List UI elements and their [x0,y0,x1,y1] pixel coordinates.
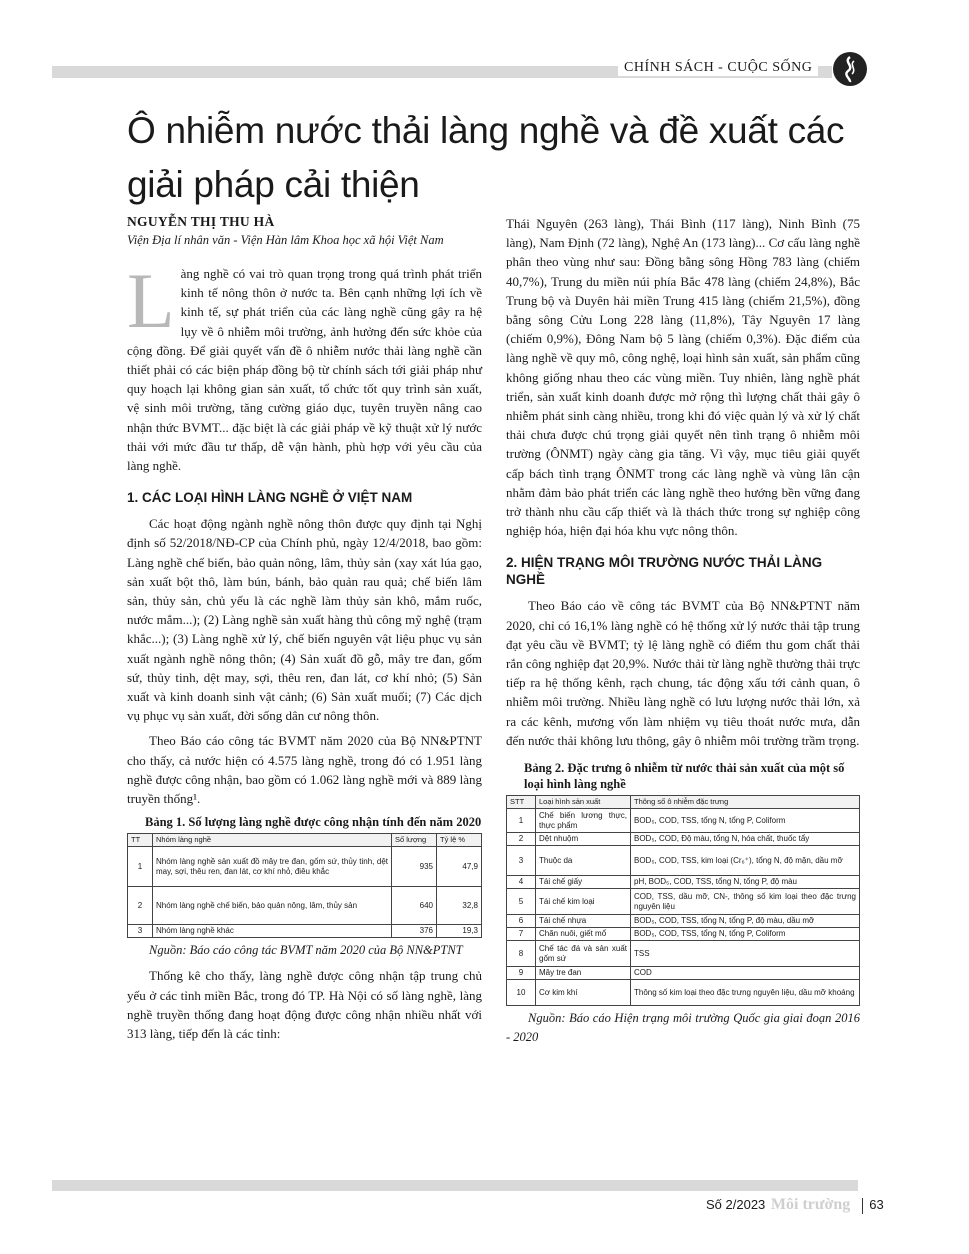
table-cell: Dệt nhuộm [536,833,631,846]
table-header-cell: TT [128,834,153,847]
table-2-header-row [507,796,860,809]
issue-number: Số 2/2023 [706,1197,766,1212]
table-cell: pH, BOD₅, COD, TSS, tổng N, tổng P, độ màu [631,876,860,889]
table-row [507,967,860,980]
table-cell: 19,3 [437,925,482,938]
table-row [507,889,860,915]
abstract-text: àng nghề có vai trò quan trọng trong quá trình phát triển kinh tế nông thôn ở nước ta. Bên cạnh những lợi ích về kinh tế, sự phát triển của các làng nghề cũng gây ra hệ lụy về ô nhiễm môi trường, ảnh hưởng đến sức khỏe của cộng đồng. Để giải quyết vấn đề ô nhiễm nước thải làng nghề cần thiết phải có các biện pháp đồng bộ từ chính sách tới giải pháp như quy hoạch lại không gian sản xuất, tổ chức tốt quy trình sản xuất, vệ sinh môi trường, tăng cường giáo dục, tuyên truyền nâng cao nhận thức BVMT... đặc biệt là các giải pháp về kỹ thuật xử lý nước thải với mức đầu tư thấp, dễ vận hành, phù hợp với yêu cầu của làng nghề. [127,266,482,474]
table-cell: 3 [507,846,536,876]
table-1-source: Nguồn: Báo cáo công tác BVMT năm 2020 của Bộ NN&PTNT [149,943,463,958]
table-cell: Thuộc da [536,846,631,876]
table-cell: Chế biến lương thực, thực phẩm [536,809,631,833]
table-cell: Tái chế nhựa [536,915,631,928]
table-cell: Nhóm làng nghề khác [153,925,392,938]
table-cell: BOD₅, COD, TSS, tổng N, tổng P, Coliform [631,928,860,941]
table-cell: 5 [507,889,536,915]
table-row [507,846,860,876]
table-1-caption: Bảng 1. Số lượng làng nghề được công nhận tính đến năm 2020 [145,815,482,830]
table-cell: 6 [507,915,536,928]
section-2-paragraph-1: Theo Báo cáo về công tác BVMT của Bộ NN&PTNT năm 2020, chỉ có 16,1% làng nghề có hệ thống xử lý nước thải tập trung đạt yêu cầu về BVMT; tỷ lệ làng nghề có điểm thu gom chất thải rắn công nghiệp đạt 20,9%. Nước thải từ làng nghề thường thải trực tiếp ra hệ thống kênh, rạch chung, tác động xấu tới cảnh quan, ô nhiễm môi trường. Nhiều làng nghề có lưu lượng nước thải lớn, xả ra các kênh, mương vốn làm nhiệm vụ tiêu thoát nước mưa, dẫn đến nước thải không lưu thông, gây ô nhiễm môi trường trầm trọng. [506,598,860,748]
table-cell: 32,8 [437,887,482,925]
table-cell: 9 [507,967,536,980]
magazine-name: Môi trường [770,1196,851,1213]
table-row [507,833,860,846]
page-number: 63 [869,1197,884,1212]
section-label: CHÍNH SÁCH - CUỘC SỐNG [618,60,818,76]
table-cell: BOD₅, COD, TSS, kim loại (Cr₆⁺), tổng N, độ mặn, dầu mỡ [631,846,860,876]
table-cell: 1 [128,847,153,887]
table-cell: 2 [128,887,153,925]
table-cell: 640 [392,887,437,925]
section-1-paragraph-1: Các hoạt động ngành nghề nông thôn được quy định tại Nghị định số 52/2018/NĐ-CP của Chính phủ, ngày 12/4/2018, bao gồm: Làng nghề chế biến, bảo quản nông, lâm, thủy sản (xay xát lúa gạo, sản xuất bột thô, làm bún, bánh, bảo quản rau quả; chế biến lâm sản, thủy sản, chủ yếu là các nghề làm thủy sản khô, mắm ruốc, nước mắm...); (2) Làng nghề sản xuất hàng thủ công mỹ nghệ (trạm khắc...); (3) Làng nghề xử lý, chế biến nguyên vật liệu phục vụ sản xuất ngành nghề nông thôn; (4) Sản xuất đồ gỗ, mây tre đan, gốm sứ, thủy tinh, dệt may, sợi, thêu ren, đan lát, cơ khí nhỏ; (5) Sản xuất và kinh doanh sinh vật cảnh; (6) Sản xuất muối; (7) Các dịch vụ phục vụ sản xuất, đời sống dân cư nông thôn. [127,516,482,724]
table-header-cell: Loại hình sản xuất [536,796,631,809]
section-2-heading: 2. HIỆN TRẠNG MÔI TRƯỜNG NƯỚC THẢI LÀNG NGHỀ [506,555,823,588]
right-paragraph-1: Thái Nguyên (263 làng), Thái Bình (117 làng), Ninh Bình (75 làng), Nam Định (72 làng), Nghệ An (173 làng)... Cơ cấu làng nghề phân theo vùng như sau: Đồng bằng sông Hồng 783 làng (chiếm 40,7%), Trung du miền núi phía Bắc 478 làng (chiếm 24,8%), Bắc Trung bộ và Duyên hải miền Trung 415 làng (chiếm 21,5%), đồng bằng sông Cửu Long 228 làng (11,8%), Tây Nguyên 17 làng (chiếm 0,9%), Đông Nam bộ 5 làng (chiếm 0,3%). Đặc điểm của làng nghề về quy mô, công nghệ, loại hình sản xuất, sản phẩm cũng không giống nhau theo các vùng miền. Tuy nhiên, làng nghề phát triển, sản xuất kinh doanh được mở rộng thì lượng chất thải gây ô nhiễm phát sinh càng nhiều, trong khi đó việc quản lý và xử lý chất thải chưa được chú trọng giải quyết nên tình trạng ô nhiễm môi trường (ÔNMT) ngày càng gia tăng. Vì vậy, mục tiêu giải quyết cấp bách tình trạng ÔNMT trong các làng nghề và vùng lân cận nhằm đảm bảo phát triển các làng nghề theo hướng bền vững đang trở thành nhu cầu cấp thiết và là thách thức trong sự nghiệp công nghiệp hóa, hiện đại hóa khu vực nông thôn. [506,216,860,539]
author-affiliation: Viện Địa lí nhân văn - Viện Hàn lâm Khoa học xã hội Việt Nam [127,233,444,247]
table-cell: 1 [507,809,536,833]
table-cell: Chế tác đá và sản xuất gốm sứ [536,941,631,967]
table-header-cell: STT [507,796,536,809]
table-row [507,980,860,1006]
table-cell: Nhóm làng nghề chế biến, bảo quản nông, lâm, thủy sản [153,887,392,925]
table-1-header-row [128,834,482,847]
section-1-paragraph-3: Thống kê cho thấy, làng nghề được công nhận tập trung chủ yếu ở các tỉnh miền Bắc, trong đó TP. Hà Nội có số làng nghề, làng nghề truyền thống đang hoạt động được công nhận nhiều nhất với 313 làng, tiếp đến là các tỉnh: [127,968,482,1042]
table-cell: Nhóm làng nghề sản xuất đồ mây tre đan, gốm sứ, thủy tinh, dệt may, sợi, thêu ren, đan lát, cơ khí nhỏ, điêu khắc [153,847,392,887]
right-column [506,214,860,1047]
table-cell: Thông số kim loại theo đặc trưng nguyên liệu, dầu mỡ khoáng [631,980,860,1006]
table-row [507,809,860,833]
magazine-logo-icon [833,52,867,86]
table-row [507,941,860,967]
table-row [507,915,860,928]
table-cell: COD, TSS, dầu mỡ, CN-, thông số kim loại theo đặc trưng nguyên liệu [631,889,860,915]
table-cell: COD [631,967,860,980]
table-cell: Chăn nuôi, giết mổ [536,928,631,941]
footer-divider [862,1198,863,1214]
table-cell: BOD₅, COD, TSS, tổng N, tổng P, độ màu, dầu mỡ [631,915,860,928]
table-row [128,847,482,887]
drop-cap: L [127,257,175,344]
table-cell: Cơ kim khí [536,980,631,1006]
table-row [507,876,860,889]
table-cell: 8 [507,941,536,967]
table-cell: BOD₅, COD, Độ màu, tổng N, hóa chất, thuốc tẩy [631,833,860,846]
table-cell: Tái chế kim loại [536,889,631,915]
table-cell: 7 [507,928,536,941]
article-title: Ô nhiễm nước thải làng nghề và đề xuất các giải pháp cải thiện [127,110,845,205]
table-cell: 2 [507,833,536,846]
table-header-cell: Nhóm làng nghề [153,834,392,847]
section-1-paragraph-2: Theo Báo cáo công tác BVMT năm 2020 của Bộ NN&PTNT cho thấy, cả nước hiện có 4.575 làng nghề, trong đó có 1.951 làng nghề được công nhận, bao gồm có 1.062 làng nghề mới và 889 làng truyền thống¹. [127,733,482,807]
table-header-cell: Tỷ lệ % [437,834,482,847]
footer-bar [52,1180,858,1191]
table-row [507,928,860,941]
table-cell: 935 [392,847,437,887]
table-header-cell: Số lượng [392,834,437,847]
footer [706,1196,884,1214]
table-2-caption: Bảng 2. Đặc trưng ô nhiễm từ nước thải sản xuất của một số loại hình làng nghề [524,761,845,792]
table-2-source: Nguồn: Báo cáo Hiện trạng môi trường Quốc gia giai đoạn 2016 - 2020 [506,1011,860,1045]
table-cell: BOD₅, COD, TSS, tổng N, tổng P, Coliform [631,809,860,833]
table-cell: 3 [128,925,153,938]
table-cell: 4 [507,876,536,889]
section-1-heading: 1. CÁC LOẠI HÌNH LÀNG NGHỀ Ở VIỆT NAM [127,490,413,506]
table-cell: 47,9 [437,847,482,887]
table-cell: Tái chế giấy [536,876,631,889]
table-cell: TSS [631,941,860,967]
author-name: NGUYỄN THỊ THU HÀ [127,214,275,229]
abstract [127,257,482,475]
table-row [128,887,482,925]
table-cell: 376 [392,925,437,938]
table-1 [127,833,482,938]
table-cell: Mây tre đan [536,967,631,980]
table-cell: 10 [507,980,536,1006]
table-header-cell: Thông số ô nhiễm đặc trưng [631,796,860,809]
left-column [127,257,482,1043]
table-2 [506,795,860,1006]
table-row [128,925,482,938]
